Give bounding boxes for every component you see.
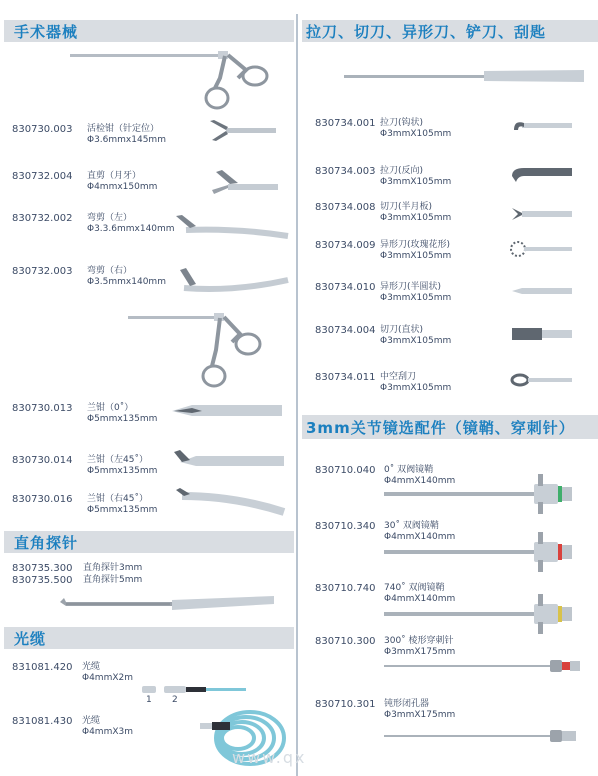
section-header-light-cable [4, 627, 294, 649]
item-name: 中空刮刀 [380, 372, 417, 382]
item-spec: Φ4mmX140mm [384, 476, 456, 486]
straight-knife-image [510, 326, 572, 342]
item-code: 830710.301 [315, 699, 376, 710]
item-code: 830730.016 [12, 494, 73, 505]
item-code: 830710.300 [315, 636, 376, 647]
item-spec: Φ3.5mmx140mm [87, 277, 166, 287]
obturator-image [384, 726, 584, 746]
item-code: 830735.500 [12, 575, 73, 586]
item-name: 活检钳（针定位） [87, 124, 160, 134]
callout-2: 2 [172, 695, 178, 705]
item-name: 兰钳（0˚） [87, 403, 134, 413]
semicircle-knife-image [510, 286, 572, 296]
item-name: 兰钳（左45˚） [87, 455, 148, 465]
item-code: 830734.003 [315, 166, 376, 177]
section-title: 直角探针 [14, 534, 79, 552]
item-code: 830732.003 [12, 266, 73, 277]
item-spec: Φ3mmX175mm [384, 710, 456, 720]
sheath-740-image [384, 590, 584, 636]
item-name: 0˚ 双阀镜鞘 [384, 465, 434, 475]
item-code: 830732.004 [12, 171, 73, 182]
rose-knife-image [510, 238, 572, 260]
curved-scissors-right-image [174, 262, 288, 298]
item-spec: Φ3mmX105mm [380, 177, 452, 187]
hollow-curette-image [510, 372, 572, 388]
item-spec: Φ3mmX175mm [384, 647, 456, 657]
straight-scissors-tip-image [208, 166, 278, 198]
item-code: 830734.009 [315, 240, 376, 251]
curved-scissors-left-image [176, 212, 288, 242]
reverse-knife-image [510, 164, 572, 186]
item-code: 830734.001 [315, 118, 376, 129]
item-spec: Φ3.6mmx145mm [87, 135, 166, 145]
item-code: 831081.420 [12, 662, 73, 673]
item-name: 直剪（月牙） [87, 171, 142, 181]
section-title: 手术器械 [14, 23, 79, 41]
item-name: 弯剪（左） [87, 213, 133, 223]
forceps-handle-image-2 [128, 310, 268, 390]
item-name: 直角探针3mm [83, 563, 143, 573]
section-title: 拉刀、切刀、异形刀、铲刀、刮匙 [306, 23, 547, 41]
item-code: 830734.010 [315, 282, 376, 293]
hook-knife-image [510, 116, 572, 136]
item-spec: Φ3mmX105mm [380, 383, 452, 393]
item-code: 830710.740 [315, 583, 376, 594]
item-spec: Φ3mmX105mm [380, 293, 452, 303]
section-header-sheath-accessories [302, 415, 598, 439]
item-name: 弯剪（右） [87, 266, 133, 276]
item-name: 钝形闭孔器 [384, 699, 430, 709]
item-name: 300˚ 棱形穿刺针 [384, 636, 454, 646]
item-code: 830735.300 [12, 563, 73, 574]
item-name: 切刀(直状) [380, 325, 424, 335]
item-spec: Φ3mmX105mm [380, 336, 452, 346]
item-code: 830730.013 [12, 403, 73, 414]
item-name: 30˚ 双阀镜鞘 [384, 521, 439, 531]
item-code: 830710.040 [315, 465, 376, 476]
item-name: 切刀(半月板) [380, 202, 433, 212]
item-code: 830710.340 [315, 521, 376, 532]
item-spec: Φ5mmx135mm [87, 505, 158, 515]
section-header-surgical-instruments [4, 20, 294, 42]
item-name: 光缆 [82, 716, 101, 726]
item-code: 830734.004 [315, 325, 376, 336]
item-name: 拉刀(反向) [380, 166, 424, 176]
section-header-right-angle-probe [4, 531, 294, 553]
item-spec: Φ5mmx135mm [87, 414, 158, 424]
watermark: www.qx [232, 748, 307, 767]
sheath-30-image [384, 528, 584, 574]
item-name: 兰钳（右45˚） [87, 494, 148, 504]
item-spec: Φ4mmX140mm [384, 532, 456, 542]
item-code: 830730.014 [12, 455, 73, 466]
section-header-knives [302, 20, 598, 42]
item-code: 830732.002 [12, 213, 73, 224]
right-angle-probe-image [60, 594, 274, 620]
item-name: 异形刀(半圆状) [380, 282, 442, 292]
item-name: 异形刀(玫瑰花形) [380, 240, 451, 250]
item-name: 光缆 [82, 662, 101, 672]
forceps-handle-image [70, 48, 280, 114]
knife-handle-image [344, 68, 584, 84]
section-title: 光缆 [14, 630, 47, 648]
item-name: 拉刀(钩状) [380, 118, 424, 128]
biopsy-forceps-tip-image [206, 118, 276, 144]
right-column [302, 0, 598, 776]
item-spec: Φ4mmX3m [82, 727, 134, 737]
item-spec: Φ3.3.6mmx140mm [87, 224, 175, 234]
item-code: 830734.011 [315, 372, 376, 383]
section-title: 3mm关节镜选配件（镜鞘、穿刺针） [306, 419, 575, 437]
item-spec: Φ3mmX105mm [380, 129, 452, 139]
rongeur-left-45-image [172, 444, 284, 472]
column-divider [296, 14, 298, 776]
sheath-0-image [384, 470, 584, 516]
meniscus-knife-image [510, 206, 572, 222]
item-spec: Φ3mmX105mm [380, 213, 452, 223]
trocar-image [384, 656, 584, 676]
rongeur-0-image [172, 400, 282, 422]
item-spec: Φ3mmX105mm [380, 251, 452, 261]
item-code: 831081.430 [12, 716, 73, 727]
callout-1: 1 [146, 695, 152, 705]
item-spec: Φ5mmx135mm [87, 466, 158, 476]
item-spec: Φ4mmX2m [82, 673, 134, 683]
item-name: 直角探针5mm [83, 575, 143, 585]
rongeur-right-45-image [174, 486, 284, 518]
item-code: 830734.008 [315, 202, 376, 213]
item-spec: Φ4mmX140mm [384, 594, 456, 604]
item-name: 740˚ 双阀镜鞘 [384, 583, 445, 593]
item-code: 830730.003 [12, 124, 73, 135]
item-spec: Φ4mmx150mm [87, 182, 158, 192]
